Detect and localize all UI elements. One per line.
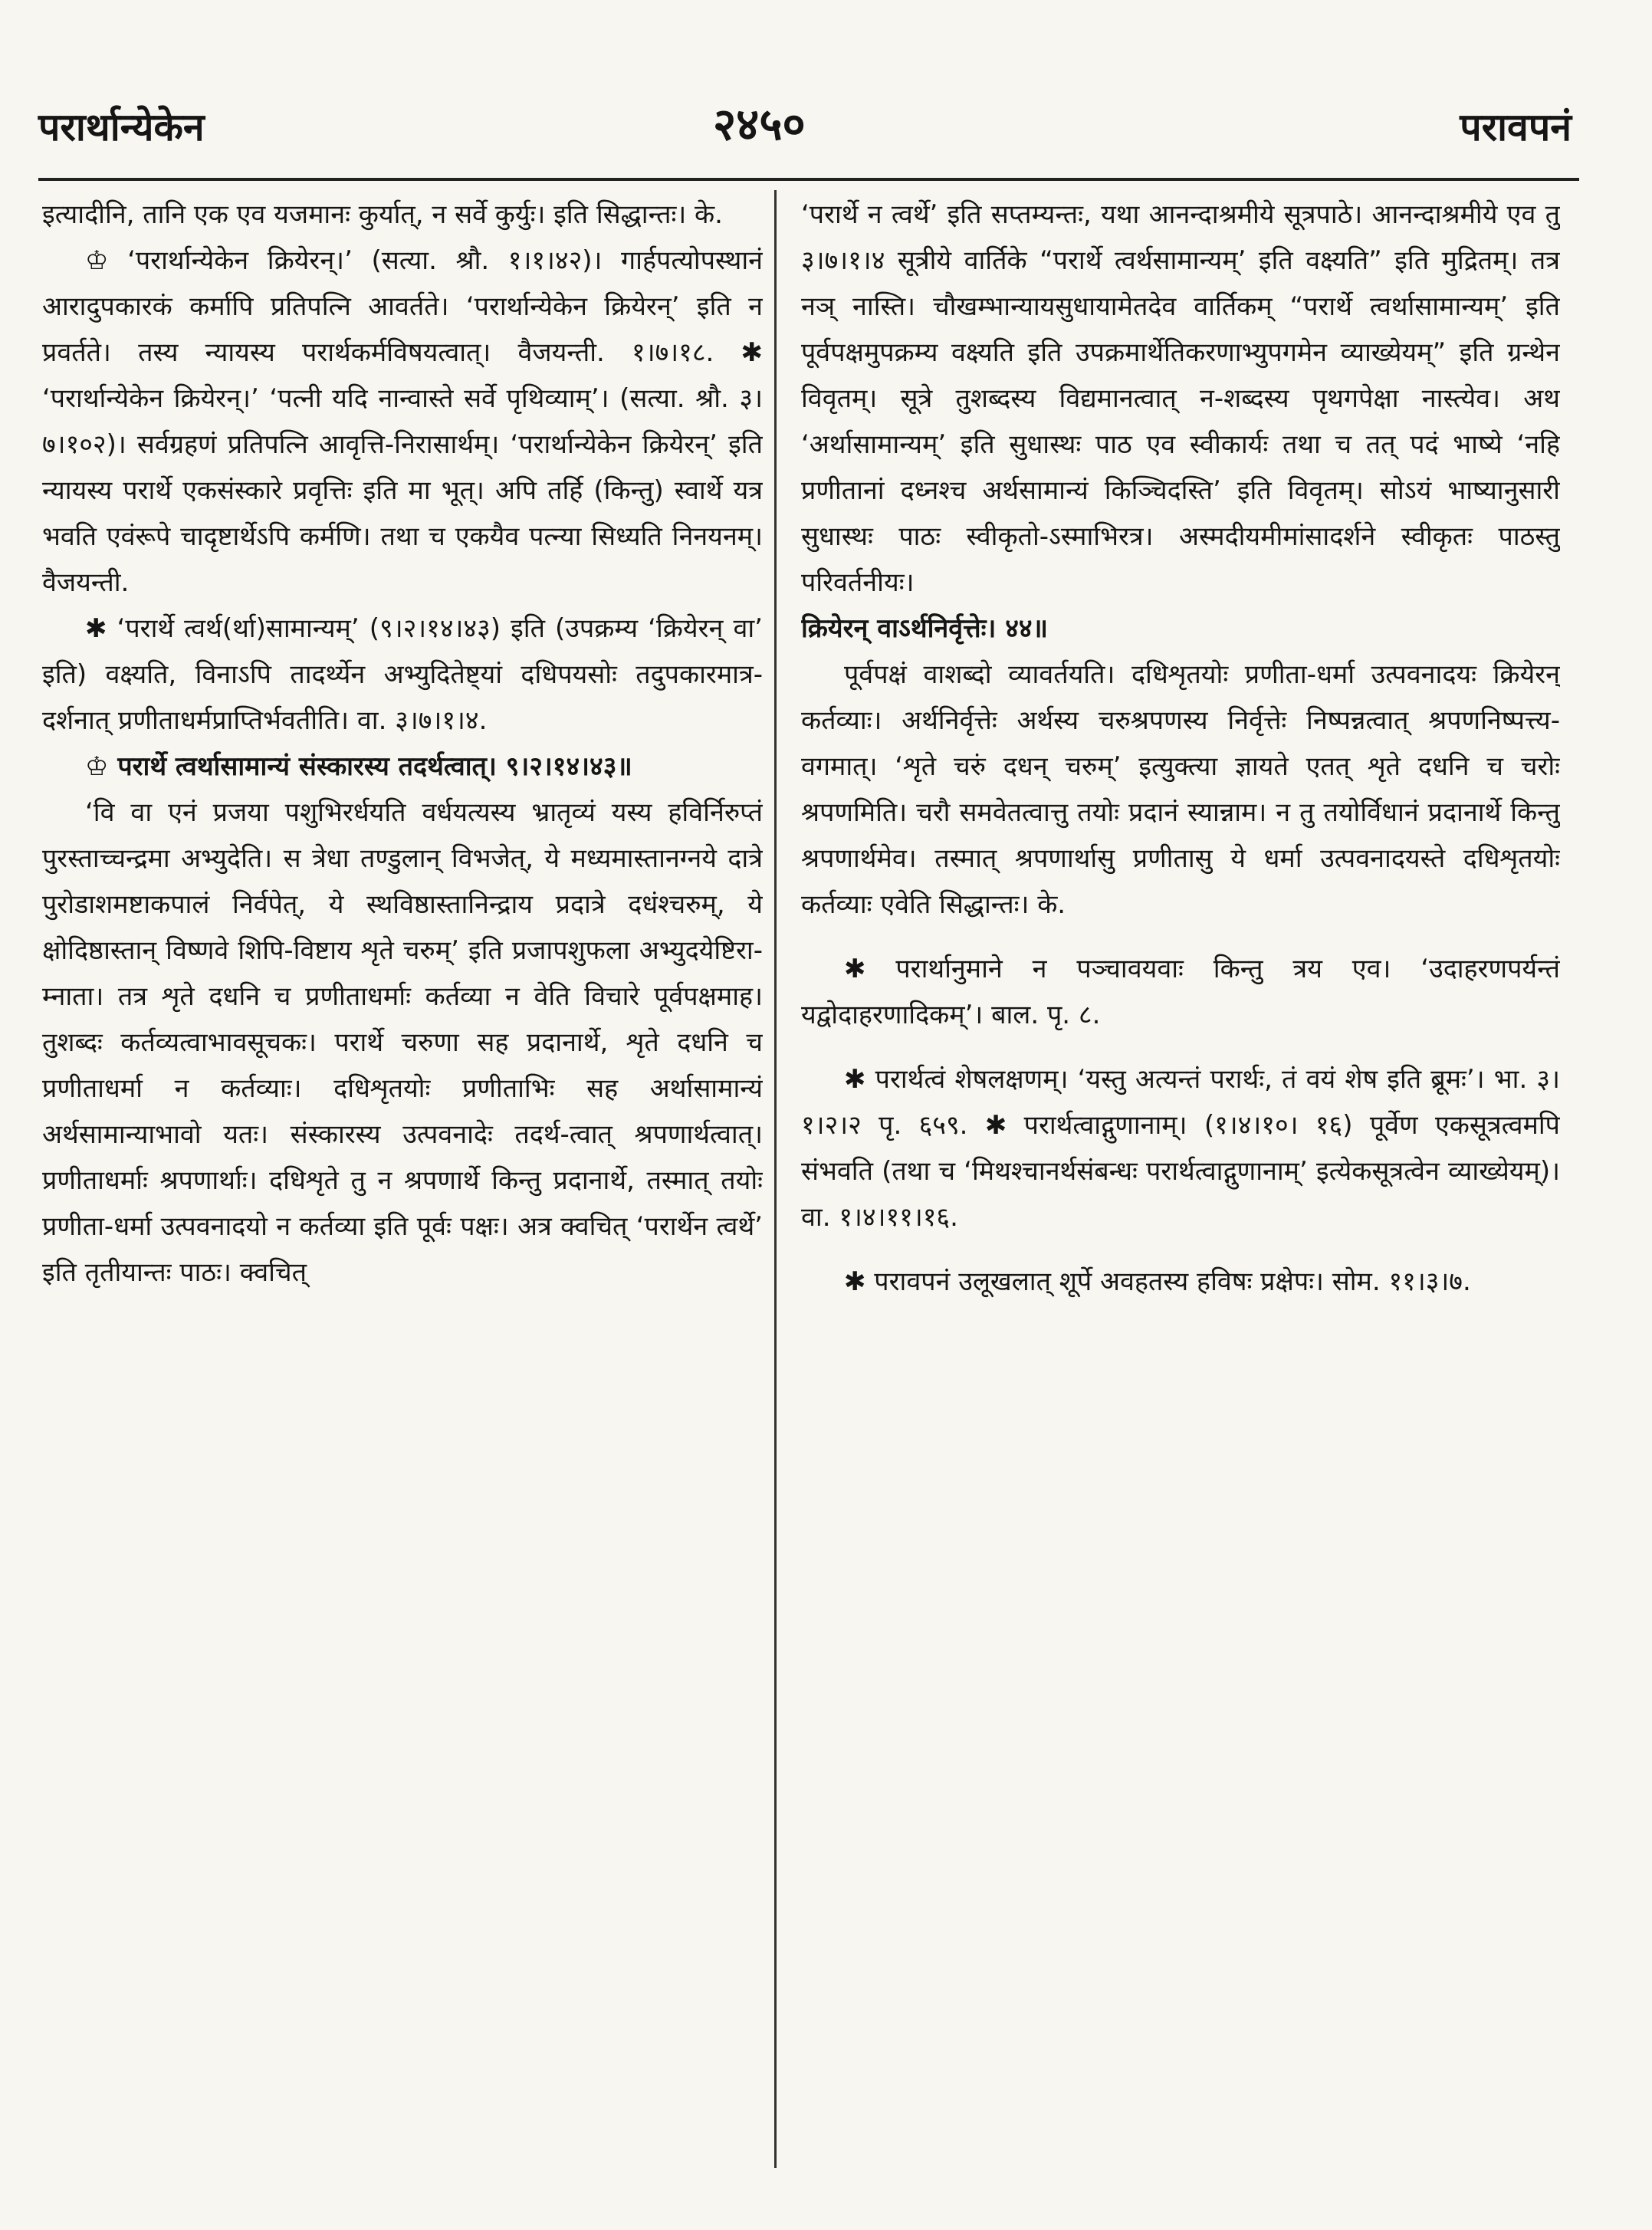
entry-paragraph: ♔ ‘परार्थान्येकेन क्रियेरन्।’ (सत्या. श्रौ. १।१।४२)। गार्हपत्योपस्थानं आरादुपकारकं कर्मापि प्रतिपत्नि आवर्तते। ‘परार्थान्येकेन क्रियेरन्’ इति न प्रवर्तते। तस्य न्यायस्य परार्थकर्मविषयत्वात्। वैजयन्ती. १।७।१८. ✱ ‘परार्थान्येकेन क्रियेरन्।’ ‘पत्नी यदि नान्वास्ते सर्वे पृथिव्याम्’। (सत्या. श्रौ. ३।७।१०२)। सर्वग्रहणं प्रतिपत्नि आवृत्ति-निरासार्थम्। ‘परार्थान्येकेन क्रियेरन्’ इति न्यायस्य परार्थे एकसंस्कारे प्रवृत्तिः इति मा भूत्। अपि तर्हि (किन्तु) स्वार्थे यत्र भवति एवंरूपे चादृष्टार्थेऽपि कर्मणि। तथा च एकयैव पत्न्या सिध्यति निनयनम्। वैजयन्ती.	[42, 245, 763, 598]
entry-paragraph: ✱ परार्थत्वं शेषलक्षणम्। ‘यस्तु अत्यन्तं परार्थः, तं वयं शेष इति ब्रूमः’। भा. ३।१।२।२ पृ. ६५९. ✱ परार्थत्वाद्गुणानाम्। (१।४।१०। १६) पूर्वेण एकसूत्रत्वमपि संभवति (तथा च ‘मिथश्चानर्थसंबन्धः परार्थत्वाद्गुणानाम्’ इत्येकसूत्रत्वेन व्याख्येयम्)। वा. १।४।११।१६.	[801, 1064, 1560, 1233]
left-column	[42, 192, 763, 2169]
entry-paragraph: ✱ ‘परार्थे त्वर्थ(र्था)सामान्यम्’ (९।२।१४।४३) इति (उपक्रम्य ‘क्रियेरन् वा’ इति) वक्ष्यति, विनाऽपि तादर्थ्येन अभ्युदितेष्ट्यां दधिपयसोः तदुपकारमात्र-दर्शनात् प्रणीताधर्मप्राप्तिर्भवतीति। वा. ३।७।१।४.	[42, 613, 763, 736]
entry-paragraph: ‘परार्थे न त्वर्थे’ इति सप्तम्यन्तः, यथा आनन्दाश्रमीये सूत्रपाठे। आनन्दाश्रमीये एव तु ३।७।१।४ सूत्रीये वार्तिके “परार्थे त्वर्थसामान्यम्’ इति वक्ष्यति” इति मुद्रितम्। तत्र नञ् नास्ति। चौखम्भान्यायसुधायामेतदेव वार्तिकम् “परार्थे त्वर्थासामान्यम्’ इति पूर्वपक्षमुपक्रम्य वक्ष्यति इति उपक्रमार्थेतिकरणाभ्युपगमेन व्याख्येयम्” इति ग्रन्थेन विवृतम्। सूत्रे तुशब्दस्य विद्यमानत्वात् न-शब्दस्य पृथगपेक्षा नास्त्येव। अथ ‘अर्थासामान्यम्’ इति सुधास्थः पाठ एव स्वीकार्यः तथा च तत् पदं भाष्ये ‘नहि प्रणीतानां दध्नश्च अर्थसामान्यं किञ्चिदस्ति’ इति विवृतम्। सोऽयं भाष्यानुसारी सुधास्थः पाठः स्वीकृतो-ऽस्माभिरत्र। अस्मदीयमीमांसादर्शने स्वीकृतः पाठस्तु परिवर्तनीयः।	[801, 199, 1560, 598]
sutra-heading: क्रियेरन् वाऽर्थनिर्वृत्तेः। ४४॥	[801, 613, 1048, 644]
column-divider	[774, 190, 777, 2168]
spacer	[801, 928, 1560, 946]
entry-paragraph: इत्यादीनि, तानि एक एव यजमानः कुर्यात्, न सर्वे कुर्युः। इति सिद्धान्तः। के.	[42, 199, 723, 230]
page-header	[38, 92, 1572, 176]
entry-paragraph: ✱ परार्थानुमाने न पञ्चावयवाः किन्तु त्रय एव। ‘उदाहरणपर्यन्तं यद्वोदाहरणादिकम्’। बाल. पृ. ८.	[801, 954, 1560, 1030]
header-rule	[38, 178, 1579, 181]
page-number: २४५०	[713, 98, 806, 150]
spacer	[801, 1240, 1560, 1259]
header-right-catchword: परावपनं	[1460, 105, 1572, 149]
right-column	[801, 192, 1560, 2169]
spacer	[801, 1038, 1560, 1056]
sutra-heading: ♔ परार्थे त्वर्थासामान्यं संस्कारस्य तदर्थत्वात्। ९।२।१४।४३॥	[85, 751, 632, 782]
entry-paragraph: ✱ परावपनं उलूखलात् शूर्पे अवहतस्य हविषः प्रक्षेपः। सोम. ११।३।७.	[844, 1266, 1471, 1297]
commentary-paragraph: ‘वि वा एनं प्रजया पशुभिरर्धयति वर्धयत्यस्य भ्रातृव्यं यस्य हविर्निरुप्तं पुरस्ताच्चन्द्रमा अभ्युदेति। स त्रेधा तण्डुलान् विभजेत्, ये मध्यमास्तानग्नये दात्रे पुरोडाशमष्टाकपालं निर्वपेत्, ये स्थविष्ठास्तानिन्द्राय प्रदात्रे दधंश्चरुम्, ये क्षोदिष्ठास्तान् विष्णवे शिपि-विष्टाय शृते चरुम्’ इति प्रजापशुफला अभ्युदयेष्टिरा-म्नाता। तत्र शृते दधनि च प्रणीताधर्माः कर्तव्या न वेति विचारे पूर्वपक्षमाह। तुशब्दः कर्तव्यत्वाभावसूचकः। परार्थे चरुणा सह प्रदानार्थे, शृते दधनि च प्रणीताधर्मा न कर्तव्याः। दधिशृतयोः प्रणीताभिः सह अर्थासामान्यं अर्थसामान्याभावो यतः। संस्कारस्य उत्पवनादेः तदर्थ-त्वात् श्रपणार्थत्वात्। प्रणीताधर्माः श्रपणार्थाः। दधिशृते तु न श्रपणार्थे किन्तु प्रदानार्थे, तस्मात् तयोः प्रणीता-धर्मा उत्पवनादयो न कर्तव्या इति पूर्वः पक्षः। अत्र क्वचित् ‘परार्थेन त्वर्थे’ इति तृतीयान्तः पाठः। क्वचित्	[42, 797, 763, 1288]
header-left-catchword: परार्थान्येकेन	[38, 105, 205, 149]
commentary-paragraph: पूर्वपक्षं वाशब्दो व्यावर्तयति। दधिशृतयोः प्रणीता-धर्मा उत्पवनादयः क्रियेरन् कर्तव्याः। अर्थनिर्वृत्तेः अर्थस्य चरुश्रपणस्य निर्वृत्तेः निष्पन्नत्वात् श्रपणनिष्पत्त्य-वगमात्। ‘शृते चरुं दधन् चरुम्’ इत्युक्त्या ज्ञायते एतत् शृते दधनि च चरोः श्रपणमिति। चरौ समवेतत्वात्तु तयोः प्रदानं स्यान्नाम। न तु तयोर्विधानं प्रदानार्थे किन्तु श्रपणार्थमेव। तस्मात् श्रपणार्थासु प्रणीतासु ये धर्मा उत्पवनादयस्ते दधिशृतयोः कर्तव्याः एवेति सिद्धान्तः। के.	[801, 659, 1560, 920]
